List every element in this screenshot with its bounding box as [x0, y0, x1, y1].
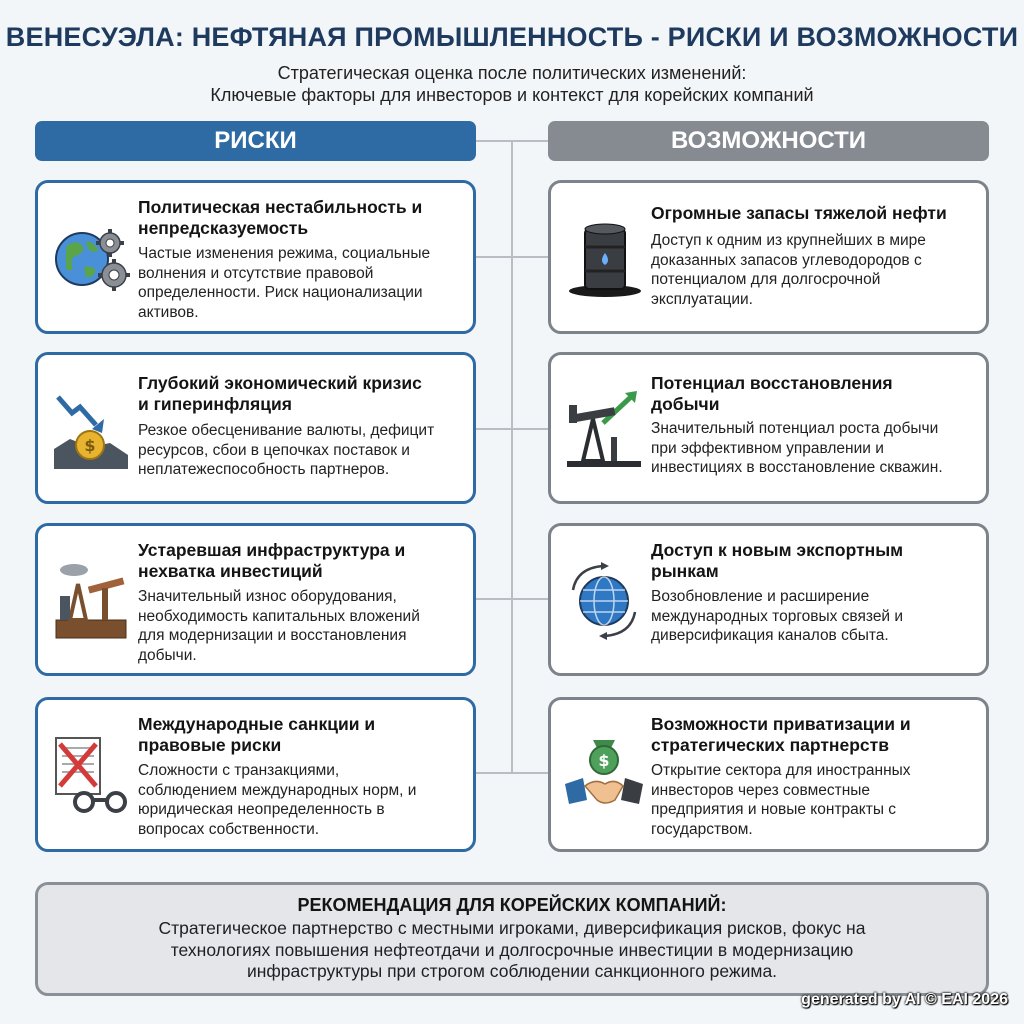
svg-text:$: $: [598, 751, 610, 770]
card-title: Международные санкции и правовые риски: [138, 714, 376, 755]
card-title: Потенциал восстановления добычи: [651, 373, 893, 414]
page-subtitle: [0, 62, 1024, 106]
subtitle-line: Ключевые факторы для инвесторов и контекст для корейских компаний: [210, 85, 814, 105]
risk-card-sanctions: [35, 697, 476, 852]
card-title: Доступ к новым экспортным рынкам: [651, 540, 904, 581]
card-body: Значительный износ оборудования, необходимость капитальных вложений для модернизации и восстановления добычи.: [138, 588, 420, 664]
recommendation-body: Стратегическое партнерство с местными игроками, диверсификация рисков, фокус на технологиях повышения нефтеотдачи и долгосрочные инвестиции в модернизацию инфраструктуры при строгом соблюдении санкционного режима.: [158, 918, 866, 981]
card-title: Устаревшая инфраструктура и нехватка инвестиций: [138, 540, 406, 581]
oil-barrel-icon: [563, 217, 645, 299]
opportunities-header: ВОЗМОЖНОСТИ: [548, 121, 989, 161]
handshake-money-icon: [563, 734, 645, 816]
card-body: Частые изменения режима, социальные волнения и отсутствие правовой определенности. Риск национализации активов.: [138, 245, 431, 321]
risks-header: РИСКИ: [35, 121, 476, 161]
opportunity-card-privatization: [548, 697, 989, 852]
connector-line: [476, 598, 548, 600]
globe-arrows-icon: [563, 560, 645, 642]
falling-chart-coin-icon: [50, 389, 132, 471]
connector-line: [476, 256, 548, 258]
svg-text:$: $: [84, 436, 96, 455]
card-body: Открытие сектора для иностранных инвесторов через совместные предприятия и новые контракты с государством.: [651, 762, 911, 838]
subtitle-line: Стратегическая оценка после политических изменений:: [277, 63, 747, 83]
card-body: Значительный потенциал роста добычи при эффективном управлении и инвестициях в восстановление скважин.: [651, 420, 943, 476]
card-body: Резкое обесценивание валюты, дефицит ресурсов, сбои в цепочках поставок и неплатежеспособность партнеров.: [138, 422, 435, 478]
globe-gears-icon: [50, 217, 132, 299]
connector-line: [476, 772, 548, 774]
card-title: Огромные запасы тяжелой нефти: [651, 203, 947, 223]
risk-card-infrastructure: [35, 523, 476, 676]
recommendation-title: РЕКОМЕНДАЦИЯ ДЛЯ КОРЕЙСКИХ КОМПАНИЙ:: [297, 895, 727, 915]
page-title: ВЕНЕСУЭЛА: НЕФТЯНАЯ ПРОМЫШЛЕННОСТЬ - РИСКИ И ВОЗМОЖНОСТИ: [5, 22, 1019, 52]
card-title: Глубокий экономический кризис и гиперинфляция: [138, 373, 422, 414]
card-body: Возобновление и расширение международных торговых связей и диверсификация каналов сбыта.: [651, 588, 904, 644]
card-body: Доступ к одним из крупнейших в мире доказанных запасов углеводородов с потенциалом для долгосрочной эксплуатации.: [651, 232, 926, 308]
watermark-credit: generated by AI © EAI 2026: [801, 991, 1008, 1008]
card-title: Возможности приватизации и стратегических партнерств: [651, 714, 911, 755]
card-title: Политическая нестабильность и непредсказуемость: [138, 197, 423, 238]
opportunity-card-export: [548, 523, 989, 676]
connector-line: [511, 140, 513, 774]
card-body: Сложности с транзакциями, соблюдением международных норм, и юридическая неопределенность в вопросах собственности.: [138, 762, 417, 838]
recommendation-box: [35, 882, 989, 996]
risk-card-economic: [35, 352, 476, 504]
risk-card-political: [35, 180, 476, 334]
pump-jack-growth-icon: [563, 389, 645, 471]
opportunity-card-production: [548, 352, 989, 504]
sanction-document-handcuffs-icon: [50, 734, 132, 816]
old-oil-rig-icon: [50, 560, 132, 642]
connector-line: [476, 428, 548, 430]
opportunity-card-reserves: [548, 180, 989, 334]
